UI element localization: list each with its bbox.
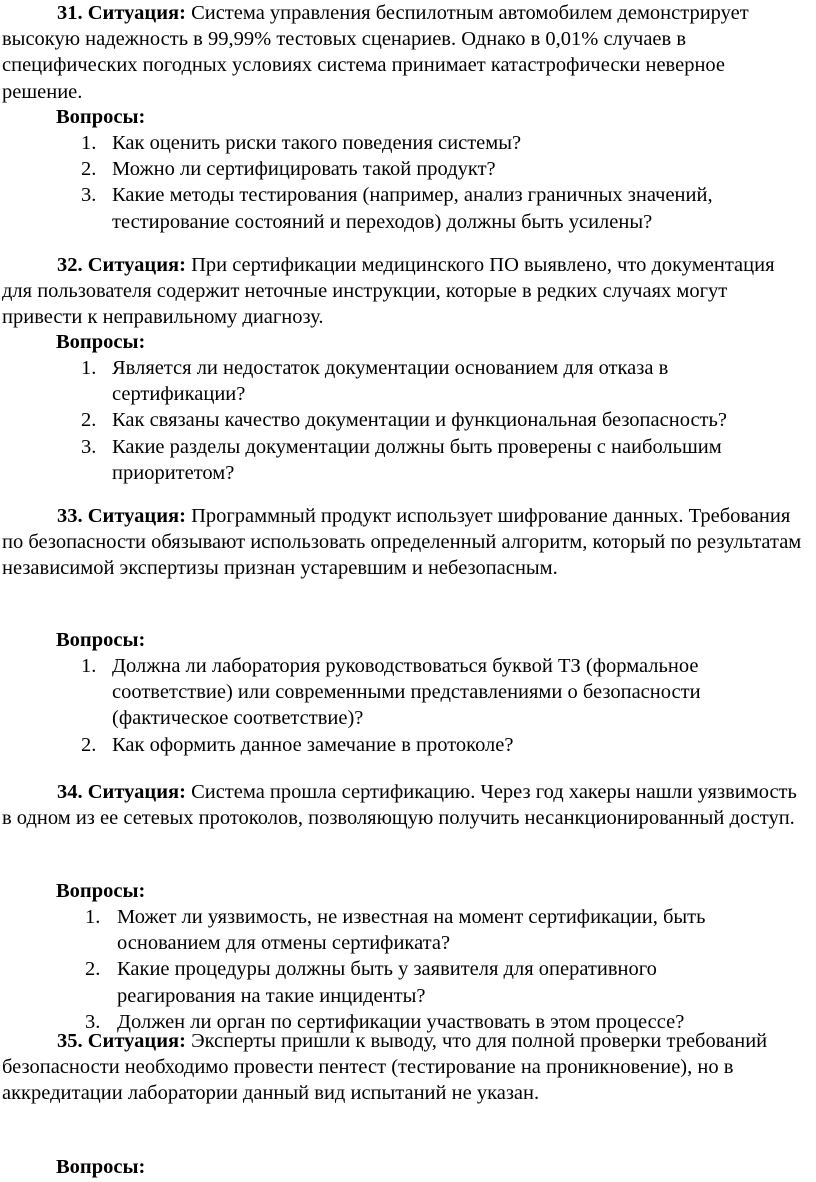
question-number: 2.: [85, 958, 101, 981]
situation-text: Система управления беспилотным автомобилем демонстрирует высокую надежность в 99,99% тестовых сценариев. Однако в 0,01% случаев в специфических погодных условиях система принимает катастрофически неверное решение.: [2, 2, 749, 103]
case-32-questions: [0, 355, 800, 486]
question-number: 3.: [81, 184, 97, 207]
question-item: [0, 156, 772, 182]
question-number: 1.: [81, 132, 97, 154]
question-item: [0, 407, 772, 433]
case-31-situation: [2, 0, 802, 105]
case-34-situation: [2, 779, 802, 831]
question-number: 1.: [81, 655, 97, 677]
case-34-questions-heading: Вопросы:: [56, 880, 146, 902]
question-text: Должна ли лаборатория руководствоваться буквой ТЗ (формальное соответствие) или современными представлениями о безопасности (фактическое соответствие)?: [112, 655, 701, 730]
situation-label: Ситуация:: [87, 2, 186, 24]
case-35-situation: [2, 1028, 802, 1107]
question-number: 2.: [81, 409, 97, 432]
question-text: Какие методы тестирования (например, анализ граничных значений, тестирование состояний и переходов) должны быть усилены?: [112, 184, 713, 233]
question-item: [0, 653, 772, 732]
question-item: [0, 956, 777, 1008]
question-number: 2.: [81, 733, 97, 756]
case-number: 33.: [57, 505, 83, 527]
case-number: 31.: [57, 2, 83, 24]
case-33-questions: [0, 653, 800, 758]
case-33-situation: [2, 503, 802, 582]
case-number: 32.: [57, 254, 83, 276]
question-text: Как связаны качество документации и функциональная безопасность?: [112, 409, 727, 432]
case-number: 35.: [57, 1030, 83, 1052]
question-number: 3.: [81, 435, 97, 458]
situation-text: Эксперты пришли к выводу, что для полной проверки требований безопасности необходимо провести пентест (тестирование на проникновение), но в аккредитации лаборатории данный вид испытаний не указан.: [2, 1030, 768, 1105]
question-item: [0, 434, 772, 486]
question-item: [0, 130, 772, 156]
question-text: Какие процедуры должны быть у заявителя для оперативного реагирования на такие инциденты?: [117, 958, 657, 1007]
situation-label: Ситуация:: [87, 1030, 186, 1052]
situation-text: Программный продукт использует шифрование данных. Требования по безопасности обязывают использовать определенный алгоритм, который по результатам независимой экспертизы признан устаревшим и небезопасным.: [2, 505, 802, 580]
case-31-questions: [0, 130, 800, 235]
question-text: Должен ли орган по сертификации участвовать в этом процессе?: [117, 1010, 685, 1033]
case-31-questions-heading: Вопросы:: [56, 106, 146, 128]
case-35: [2, 1028, 802, 1107]
question-number: 3.: [85, 1010, 101, 1033]
situation-text: Система прошла сертификацию. Через год хакеры нашли уязвимость в одном из ее сетевых протоколов, позволяющую получить несанкционированный доступ.: [2, 781, 797, 830]
case-34: [2, 779, 802, 831]
question-item: [0, 355, 772, 407]
case-33: [2, 503, 802, 582]
case-32: [2, 252, 802, 331]
case-number: 34.: [57, 781, 83, 803]
question-text: Какие разделы документации должны быть проверены с наибольшим приоритетом?: [112, 435, 722, 484]
case-31: [2, 0, 802, 105]
case-33-questions-heading: Вопросы:: [56, 629, 146, 651]
case-32-questions-heading: Вопросы:: [56, 331, 146, 353]
question-item: [0, 904, 777, 956]
question-text: Можно ли сертифицировать такой продукт?: [112, 158, 496, 181]
situation-label: Ситуация:: [87, 254, 186, 276]
situation-label: Ситуация:: [87, 781, 186, 803]
case-35-questions-heading: Вопросы:: [56, 1156, 146, 1178]
question-text: Как оформить данное замечание в протоколе?: [112, 733, 514, 756]
question-item: [0, 182, 772, 234]
question-text: Может ли уязвимость, не известная на момент сертификации, быть основанием для отмены сертификата?: [117, 906, 706, 955]
question-item: [0, 732, 772, 758]
question-number: 2.: [81, 158, 97, 181]
question-text: Является ли недостаток документации основанием для отказа в сертификации?: [112, 357, 669, 406]
case-34-questions: [0, 904, 800, 1035]
case-32-situation: [2, 252, 802, 331]
question-number: 1.: [85, 906, 101, 928]
situation-text: При сертификации медицинского ПО выявлено, что документация для пользователя содержит неточные инструкции, которые в редких случаях могут привести к неправильному диагнозу.: [2, 254, 775, 329]
question-number: 1.: [81, 357, 97, 379]
situation-label: Ситуация:: [87, 505, 186, 527]
question-text: Как оценить риски такого поведения системы?: [112, 132, 522, 154]
